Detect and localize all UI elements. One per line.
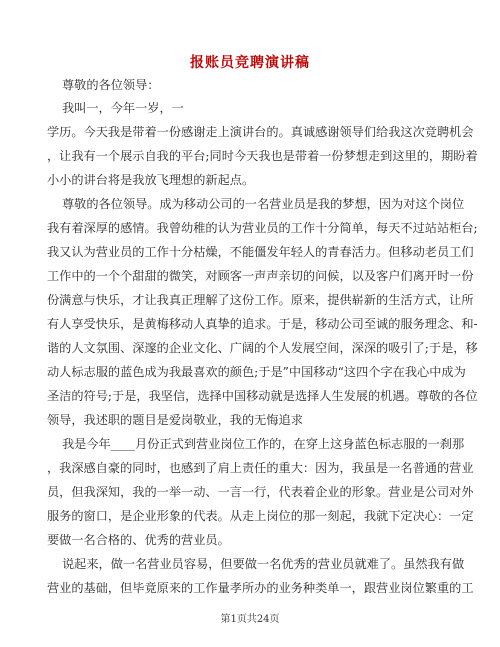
paragraph-line: 小小的讲台将是我放飞理想的新起点。: [47, 173, 255, 187]
paragraph-line: 说起来，做一名营业员容易，但要做一名优秀的营业员就难了。虽然我有做: [62, 557, 465, 571]
paragraph-line: 我叫一，今年一岁，一: [62, 101, 184, 115]
paragraph-line: 谐的人文氛围、深邃的企业文化、广阔的个人发展空间，深深的吸引了;于是，移: [47, 341, 478, 355]
paragraph-line: 领导，我述职的题目是爱岗敬业，我的无悔追求: [47, 413, 303, 427]
paragraph-line: 我又认为营业员的工作十分枯燥，不能僵发年轻人的青春活力。但移动老员工们: [47, 245, 474, 259]
paragraph-line: 尊敬的各位领导。成为移动公司的一名营业员是我的梦想，因为对这个岗位: [62, 197, 465, 211]
paragraph-line: 我是今年____月份正式到营业岗位工作的，在穿上这身蓝色标志服的一刹那: [62, 437, 465, 451]
paragraph-line: 学历。今天我是带着一份感谢走上演讲台的。真诚感谢领导们给我这次竞聘机会: [47, 125, 474, 139]
paragraph-line: 我有着深厚的感情。我曾幼稚的认为营业员的工作十分简单，每天不过站站柜台;: [47, 221, 478, 235]
paragraph-line: 圣洁的符号;于是，我坚信，选择中国移动就是选择人生发展的机遇。尊敬的各位: [47, 389, 478, 403]
paragraph-line: 工作中的一个个甜甜的微笑，对顾客一声声亲切的问候，以及客户们离开时一份: [47, 269, 474, 283]
paragraph-line: 份满意与快乐，才让我真正理解了这份工作。原来，提供崭新的生活方式，让所: [47, 293, 474, 307]
paragraph-line: 动人标志服的蓝色成为我最喜欢的颜色;于是”中国移动“这四个字在我心中成为: [47, 365, 466, 379]
paragraph-line: 营业的基础，但毕竟原来的工作量孝所办的业务种类单一，跟营业岗位繁重的工: [47, 581, 474, 595]
paragraph-line: 要做一名合格的、优秀的营业员。: [47, 533, 230, 547]
paragraph-line: 尊敬的各位领导：: [62, 78, 160, 92]
document-title: 报账员竞聘演讲稿: [190, 55, 310, 71]
paragraph-line: 服务的窗口，是企业形象的代表。从走上岗位的那一刻起，我就下定决心：一定: [47, 509, 474, 523]
paragraph-line: 员，但我深知，我的一举一动、一言一行，代表着企业的形象。营业是公司对外: [47, 485, 474, 499]
paragraph-line: ，让我有一个展示自我的平台;同时今天我也是带着一份梦想走到这里的，期盼着: [47, 149, 478, 163]
paragraph-line: ，我深感自豪的同时，也感到了肩上责任的重大：因为，我虽是一名普通的营业: [47, 461, 474, 475]
paragraph-line: 有人享受快乐，是黄梅移动人真挚的追求。于是，移动公司至诚的服务理念、和-: [47, 317, 478, 331]
page-footer: 第1页共24页: [220, 614, 280, 625]
